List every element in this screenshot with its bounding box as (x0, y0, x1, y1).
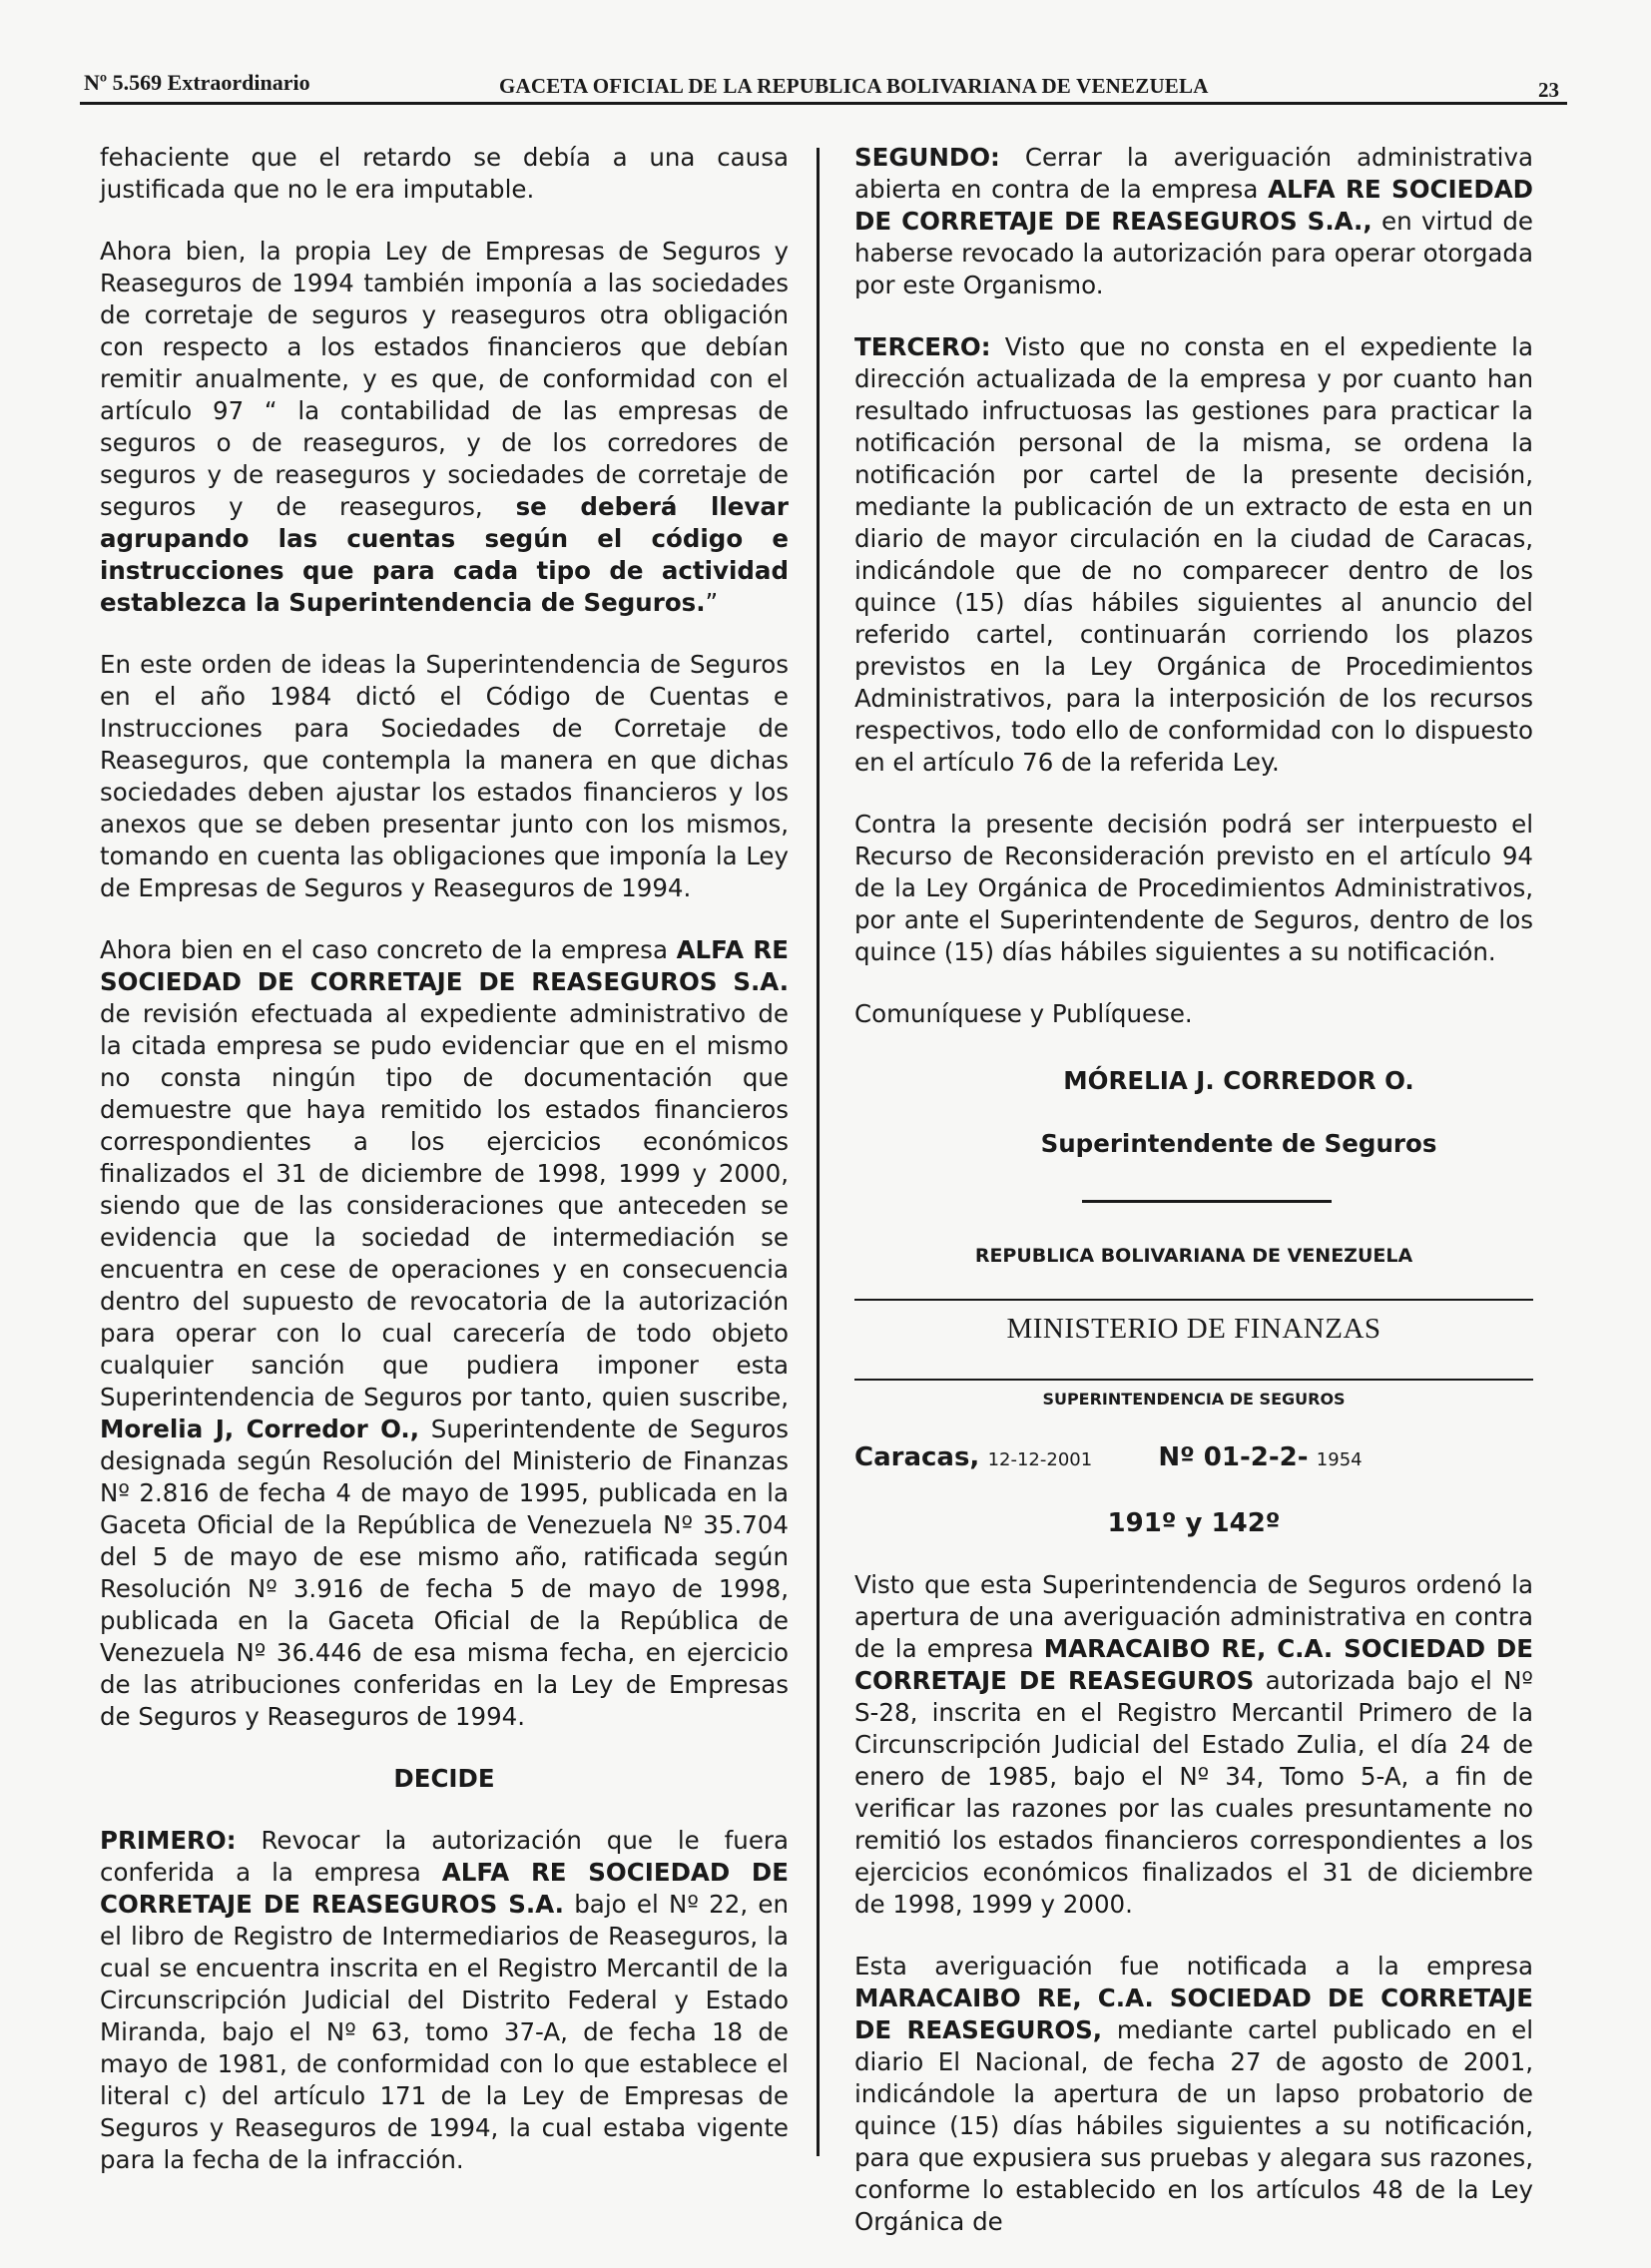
company-name: ALFA RE SOCIEDAD DE CORRETAJE DE REASEGUROS S.A. (100, 1858, 789, 1919)
paragraph-caso-concreto: Ahora bien en el caso concreto de la empresa ALFA RE SOCIEDAD DE CORRETAJE DE REASEGUROS S.A. de revisión efectuada al expediente administrativo de la citada empresa se pudo evidenciar que en el mismo no consta ningún tipo de documentación que demuestre que haya remitido los estados financieros correspondientes a los ejercicios económicos finalizados el 31 de diciembre de 1998, 1999 y 2000, siendo que de las consideraciones que anteceden se evidencia que la sociedad de intermediación se encuentra en cese de operaciones y en consecuencia dentro del supuesto de revocatoria de la autorización para operar con lo cual carecería de todo objeto cualquier sanción que pudiera imponer esta Superintendencia de Seguros por tanto, quien suscribe, Morelia J, Corredor O., Superintendente de Seguros designada según Resolución del Ministerio de Finanzas Nº 2.816 de fecha 4 de mayo de 1995, publicada en la Gaceta Oficial de la República de Venezuela Nº 35.704 del 5 de mayo de ese mismo año, ratificada según Resolución Nº 3.916 de fecha 5 de mayo de 1998, publicada en la Gaceta Oficial de la República de Venezuela Nº 36.446 de esa misma fecha, en ejercicio de las atribuciones conferidas en la Ley de Empresas de Seguros y Reaseguros de 1994. (100, 935, 789, 1731)
column-divider (817, 148, 820, 2156)
signatory-name: Morelia J, Corredor O., (100, 1415, 420, 1443)
signatory-title: Superintendente de Seguros (1040, 1129, 1437, 1158)
ministry-name: MINISTERIO DE FINANZAS (1006, 1313, 1381, 1345)
company-name: MARACAIBO RE, C.A. SOCIEDAD DE CORRETAJE DE REASEGUROS, (854, 1984, 1533, 2044)
page-number: 23 (1538, 78, 1559, 102)
company-name: MARACAIBO RE, C.A. SOCIEDAD DE CORRETAJE DE REASEGUROS (854, 1634, 1533, 1695)
paragraph-primero: PRIMERO: Revocar la autorización que le fuera conferida a la empresa ALFA RE SOCIEDAD DE CORRETAJE DE REASEGUROS S.A. bajo el Nº 22, en el libro de Registro de Intermediarios de Reaseguros, la cual se encuentra inscrita en el Registro Mercantil de la Circunscripción Judicial del Distrito Federal y Estado Miranda, bajo el Nº 63, tomo 37-A, de fecha 18 de mayo de 1981, de conformidad con lo que establece el literal c) del artículo 171 de la Ley de Empresas de Seguros y Reaseguros de 1994, la cual estaba vigente para la fecha de la infracción. (100, 1826, 789, 2174)
gazette-header (80, 68, 1567, 105)
paragraph-visto: Visto que esta Superintendencia de Seguros ordenó la apertura de una averiguación administrativa en contra de la empresa MARACAIBO RE, C.A. SOCIEDAD DE CORRETAJE DE REASEGUROS autorizada bajo el Nº S-28, inscrita en el Registro Mercantil Primero de la Circunscripción Judicial del Estado Zulia, el día 24 de enero de 1985, bajo el Nº 34, Tomo 5-A, a fin de verificar las razones por las cuales presuntamente no remitió los estados financieros correspondientes a los ejercicios económicos finalizados el 31 de diciembre de 1998, 1999 y 2000. (854, 1570, 1533, 1919)
paragraph-recurso: Contra la presente decisión podrá ser interpuesto el Recurso de Reconsideración previsto en el artículo 94 de la Ley Orgánica de Procedimientos Administrativos, por ante el Superintendente de Seguros, dentro de los quince (15) días hábiles siguientes a su notificación. (854, 810, 1533, 966)
paragraph-segundo: SEGUNDO: Cerrar la averiguación administrativa abierta en contra de la empresa ALFA RE SOCIEDAD DE CORRETAJE DE REASEGUROS S.A., en virtud de haberse revocado la autorización para operar otorgada por este Organismo. (854, 143, 1534, 299)
superintendencia-name: SUPERINTENDENCIA DE SEGUROS (1042, 1390, 1346, 1409)
company-name: ALFA RE SOCIEDAD DE CORRETAJE DE REASEGUROS S.A. (100, 935, 789, 996)
paragraph-tercero: TERCERO: Visto que no consta en el expediente la dirección actualizada de la empresa y por cuanto han resultado infructuosas las gestiones para practicar la notificación personal de la misma, se ordena la notificación por cartel de la presente decisión, mediante la publicación de un extracto de esta en un diario de mayor circulación en la ciudad de Caracas, indicándole que de no comparecer dentro de los quince (15) días hábiles siguientes al anuncio del referido cartel, continuarán corriendo los plazos previstos en la Ley Orgánica de Procedimientos Administrativos, para la interposición de los recursos respectivos, todo ello de conformidad con lo dispuesto en el artículo 76 de la referida Ley. (854, 332, 1533, 777)
company-name: ALFA RE SOCIEDAD DE CORRETAJE DE REASEGUROS S.A., (854, 175, 1534, 236)
paragraph-retardo: fehaciente que el retardo se debía a una causa justificada que no le era imputable. (100, 143, 789, 204)
heading-rule (854, 1379, 1533, 1381)
decide-heading: DECIDE (393, 1764, 495, 1793)
resolution-suffix: 1954 (1316, 1449, 1363, 1470)
paragraph-codigo-cuentas: En este orden de ideas la Superintendencia de Seguros en el año 1984 dictó el Código de Cuentas e Instrucciones para Sociedades de Corretaje de Reaseguros, que contempla la manera en que dichas sociedades deben ajustar los estados financieros y los anexos que se deben presentar junto con los mismos, tomando en cuenta las obligaciones que imponía la Ley de Empresas de Seguros y Reaseguros de 1994. (100, 650, 789, 902)
closing-formula: Comuníquese y Publíquese. (854, 999, 1193, 1028)
signatory-name: MÓRELIA J. CORREDOR O. (1063, 1066, 1414, 1095)
separator-rule (1082, 1200, 1332, 1203)
bold-quote: se deberá llevar agrupando las cuentas según el código e instrucciones que para cada tipo de actividad establezca la Superintendencia de Seguros. (100, 492, 789, 617)
primero-label: PRIMERO: (100, 1826, 237, 1855)
segundo-label: SEGUNDO: (854, 143, 1000, 172)
city: Caracas, (854, 1442, 980, 1472)
years-line: 191º y 142º (1107, 1508, 1281, 1538)
gazette-title: GACETA OFICIAL DE LA REPUBLICA BOLIVARIANA DE VENEZUELA (499, 74, 1209, 98)
heading-rule (854, 1299, 1533, 1301)
left-column (100, 142, 789, 2206)
right-column (854, 142, 1533, 2268)
tercero-label: TERCERO: (854, 332, 991, 361)
resolution-number: Nº 01-2-2- (1158, 1442, 1309, 1472)
republic-name: REPUBLICA BOLIVARIANA DE VENEZUELA (974, 1245, 1413, 1267)
paragraph-notificacion: Esta averiguación fue notificada a la empresa MARACAIBO RE, C.A. SOCIEDAD DE CORRETAJE DE REASEGUROS, mediante cartel publicado en el diario El Nacional, de fecha 27 de agosto de 2001, indicándole la apertura de un lapso probatorio de quince (15) días hábiles siguientes a su notificación, para que expusiera sus pruebas y alegara sus razones, conforme lo establecido en los artículos 48 de la Ley Orgánica de (854, 1952, 1533, 2236)
issue-number: Nº 5.569 Extraordinario (84, 70, 310, 95)
date: 12-12-2001 (987, 1449, 1093, 1470)
dateline (854, 1440, 1533, 1477)
paragraph-ley-obligacion: Ahora bien, la propia Ley de Empresas de Seguros y Reaseguros de 1994 también imponía a las sociedades de corretaje de seguros y reaseguros otra obligación con respecto a los estados financieros que debían remitir anualmente, y es que, de conformidad con el artículo 97 “ la contabilidad de las empresas de seguros o de reaseguros, y de los corredores de seguros y de reaseguros y sociedades de corretaje de seguros y de reaseguros, se deberá llevar agrupando las cuentas según el código e instrucciones que para cada tipo de actividad establezca la Superintendencia de Seguros.” (100, 237, 789, 617)
